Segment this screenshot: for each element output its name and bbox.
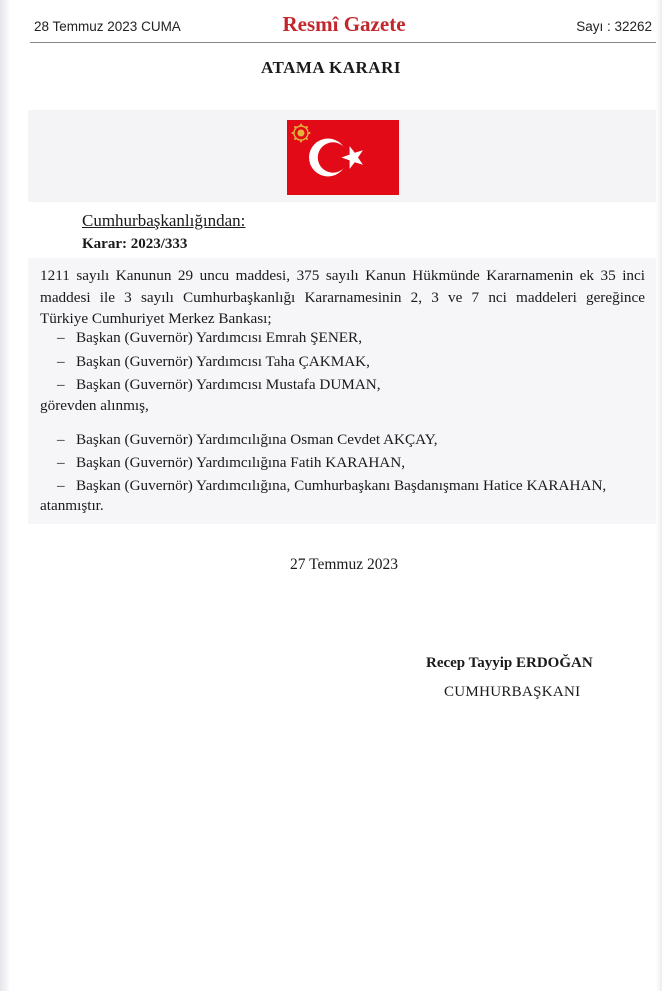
decision-date: 27 Temmuz 2023	[290, 556, 398, 573]
dismissal-item	[40, 353, 370, 371]
paragraph-line: 1211 sayılı Kanunun 29 uncu maddesi, 375 sayılı Kanun Hükmünde Kararnamenin ek 35 inci	[40, 267, 645, 284]
dash-bullet: –	[57, 454, 65, 471]
paragraph-line: maddesi ile 3 sayılı Cumhurbaşkanlığı Kararnamesinin 2, 3 ve 7 nci maddeleri gereğince	[40, 288, 645, 306]
signatory-name: Recep Tayyip ERDOĞAN	[426, 655, 593, 671]
gazette-title: Resmî Gazete	[282, 12, 406, 36]
appointment-text: Başkan (Guvernör) Yardımcılığına Fatih KARAHAN,	[76, 454, 406, 471]
appointment-text: Başkan (Guvernör) Yardımcılığına Osman Cevdet AKÇAY,	[76, 431, 438, 448]
decision-number: Karar: 2023/333	[82, 236, 188, 252]
signatory-title: CUMHURBAŞKANI	[444, 684, 581, 700]
decision-paragraph	[40, 265, 645, 330]
appointment-item	[40, 477, 606, 495]
dash-bullet: –	[57, 431, 65, 448]
header-divider	[30, 42, 656, 43]
appointment-suffix: atanmıştır.	[40, 497, 104, 514]
dismissal-item	[40, 329, 362, 347]
dismissal-text: Başkan (Guvernör) Yardımcısı Taha ÇAKMAK,	[76, 353, 370, 370]
turkish-flag-icon	[287, 120, 399, 195]
appointment-item	[40, 454, 405, 472]
dash-bullet: –	[57, 477, 65, 494]
dash-bullet: –	[57, 329, 65, 346]
appointment-text: Başkan (Guvernör) Yardımcılığına, Cumhurbaşkanı Başdanışmanı Hatice KARAHAN,	[76, 477, 607, 494]
issuing-authority: Cumhurbaşkanlığından:	[82, 211, 246, 230]
paragraph-line: Türkiye Cumhuriyet Merkez Bankası;	[40, 310, 272, 327]
issue-number: Sayı : 32262	[576, 19, 652, 34]
dismissal-text: Başkan (Guvernör) Yardımcısı Mustafa DUMAN,	[76, 376, 381, 393]
page-shadow-right	[656, 0, 662, 991]
appointment-item	[40, 431, 438, 449]
presidential-emblem-icon	[292, 124, 311, 143]
dismissal-text: Başkan (Guvernör) Yardımcısı Emrah ŞENER,	[76, 329, 362, 346]
document-title: ATAMA KARARI	[261, 58, 401, 77]
dash-bullet: –	[57, 353, 65, 370]
dismissal-item	[40, 376, 381, 394]
dismissal-suffix: görevden alınmış,	[40, 397, 149, 414]
dash-bullet: –	[57, 376, 65, 393]
page-shadow-left	[0, 0, 10, 991]
gazette-header	[34, 10, 654, 42]
issue-date: 28 Temmuz 2023 CUMA	[34, 19, 181, 34]
